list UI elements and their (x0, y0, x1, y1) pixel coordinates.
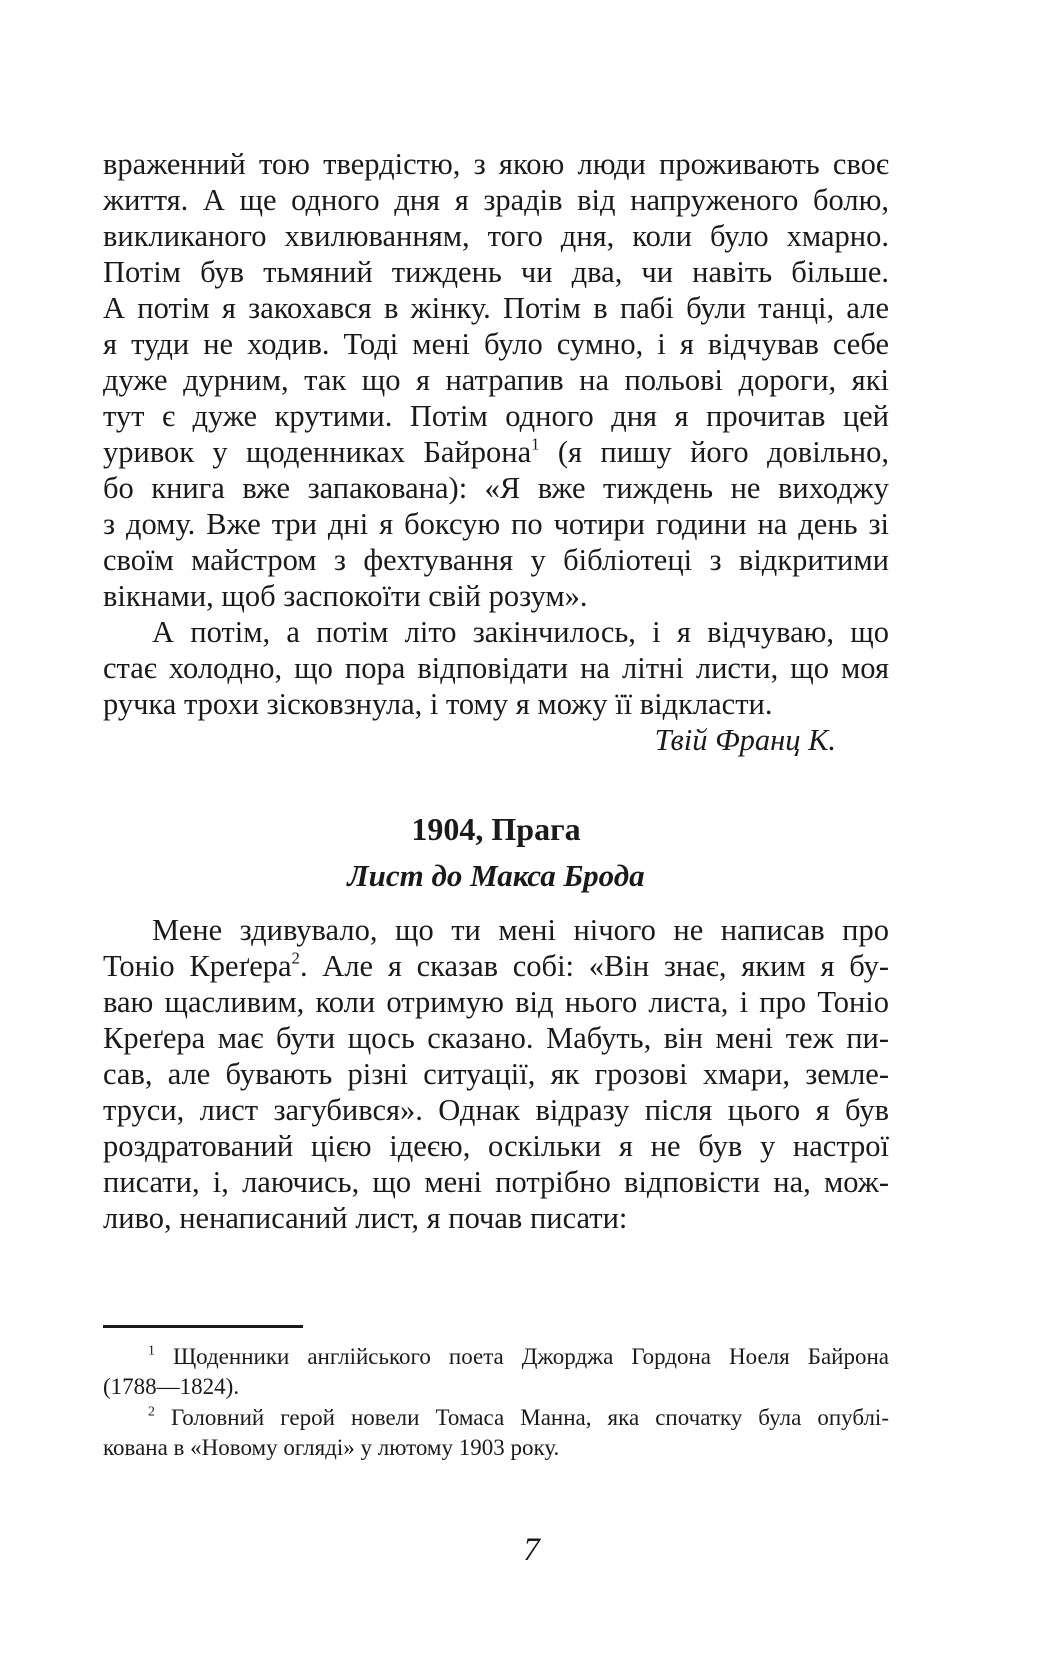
text-line: дуже дурним, так що я натрапив на польові дороги, які (103, 363, 889, 397)
text-line: А потім я закохався в жінку. Потім в пабі були танці, але (103, 291, 889, 325)
footnote-1-cont: (1788—1824). (103, 1374, 240, 1399)
footnote-text: Щоденники англійського поета Джорджа Гордона Ноеля Байрона (154, 1344, 889, 1369)
footnote-2 (148, 1403, 889, 1433)
text-line: сав, але бувають різні ситуації, як грозові хмари, земле- (103, 1057, 889, 1091)
text-line: Потім був тьмяний тиждень чи два, чи навіть більше. (103, 255, 889, 289)
text-line: ваю щасливим, коли отримую від нього листа, і про Тоніо (103, 985, 889, 1019)
text-line: Креґера має бути щось сказано. Мабуть, він мені теж пи- (103, 1021, 889, 1055)
page-number: 7 (523, 1532, 540, 1568)
footnote-marker: 2 (148, 1403, 155, 1419)
section-title: 1904, Прага (411, 811, 581, 847)
text-line: я туди не ходив. Тоді мені було сумно, і я відчував себе (103, 327, 889, 361)
text-line-with-footnote-ref (103, 948, 889, 984)
footnote-1 (148, 1342, 889, 1372)
footnote-ref-2: 2 (291, 948, 300, 968)
text-line: роздратований цією ідеєю, оскільки я не був у настрої (103, 1129, 889, 1163)
text-line-indent: А потім, а потім літо закінчилось, і я відчуваю, що (152, 615, 889, 649)
text-line: труси, лист загубився». Однак відразу після цього я був (103, 1093, 889, 1127)
text-segment: . Але я сказав собі: «Він знає, яким я бу- (299, 949, 890, 983)
text-line-with-footnote-ref (103, 434, 889, 470)
text-line: з дому. Вже три дні я боксую по чотири години на день зі (103, 507, 889, 541)
footnote-ref-1: 1 (531, 434, 540, 454)
footnote-separator (103, 1325, 303, 1328)
section-subtitle: Лист до Макса Брода (347, 858, 645, 893)
text-segment: уривок у щоденниках Байрона (103, 435, 532, 469)
text-line: життя. А ще одного дня я зрадів від напруженого болю, (103, 183, 889, 217)
text-line: ручка трохи зісковзнула, і тому я можу її відкласти. (103, 687, 773, 721)
footnote-2-cont: кована в «Новому огляді» у лютому 1903 року. (103, 1435, 560, 1460)
text-line: писати, і, лаючись, що мені потрібно відповісти на, мож- (103, 1165, 889, 1199)
text-line: ливо, ненаписаний лист, я почав писати: (103, 1201, 628, 1235)
letter-signature: Твій Франц К. (654, 723, 836, 757)
text-line: своїм майстром з фехтування у бібліотеці з відкритими (103, 543, 889, 577)
text-segment: Тоніо Креґера (103, 949, 292, 983)
footnote-marker: 1 (148, 1342, 155, 1358)
text-line: вікнами, щоб заспокоїти свій розум». (103, 579, 588, 613)
text-line: тут є дуже крутими. Потім одного дня я прочитав цей (103, 399, 889, 433)
text-segment: (я пишу його довільно, (539, 435, 889, 469)
text-line: викликаного хвилюванням, того дня, коли було хмарно. (103, 219, 889, 253)
footnote-text: Головний герой новели Томаса Манна, яка спочатку була опублі- (154, 1405, 889, 1430)
text-line: бо книга вже запакована): «Я вже тиждень не виходжу (103, 471, 889, 505)
text-line: стає холодно, що пора відповідати на літні листи, що моя (103, 651, 889, 685)
text-line-indent: Мене здивувало, що ти мені нічого не написав про (152, 913, 889, 947)
text-line: враженний тою твердістю, з якою люди проживають своє (103, 147, 889, 181)
